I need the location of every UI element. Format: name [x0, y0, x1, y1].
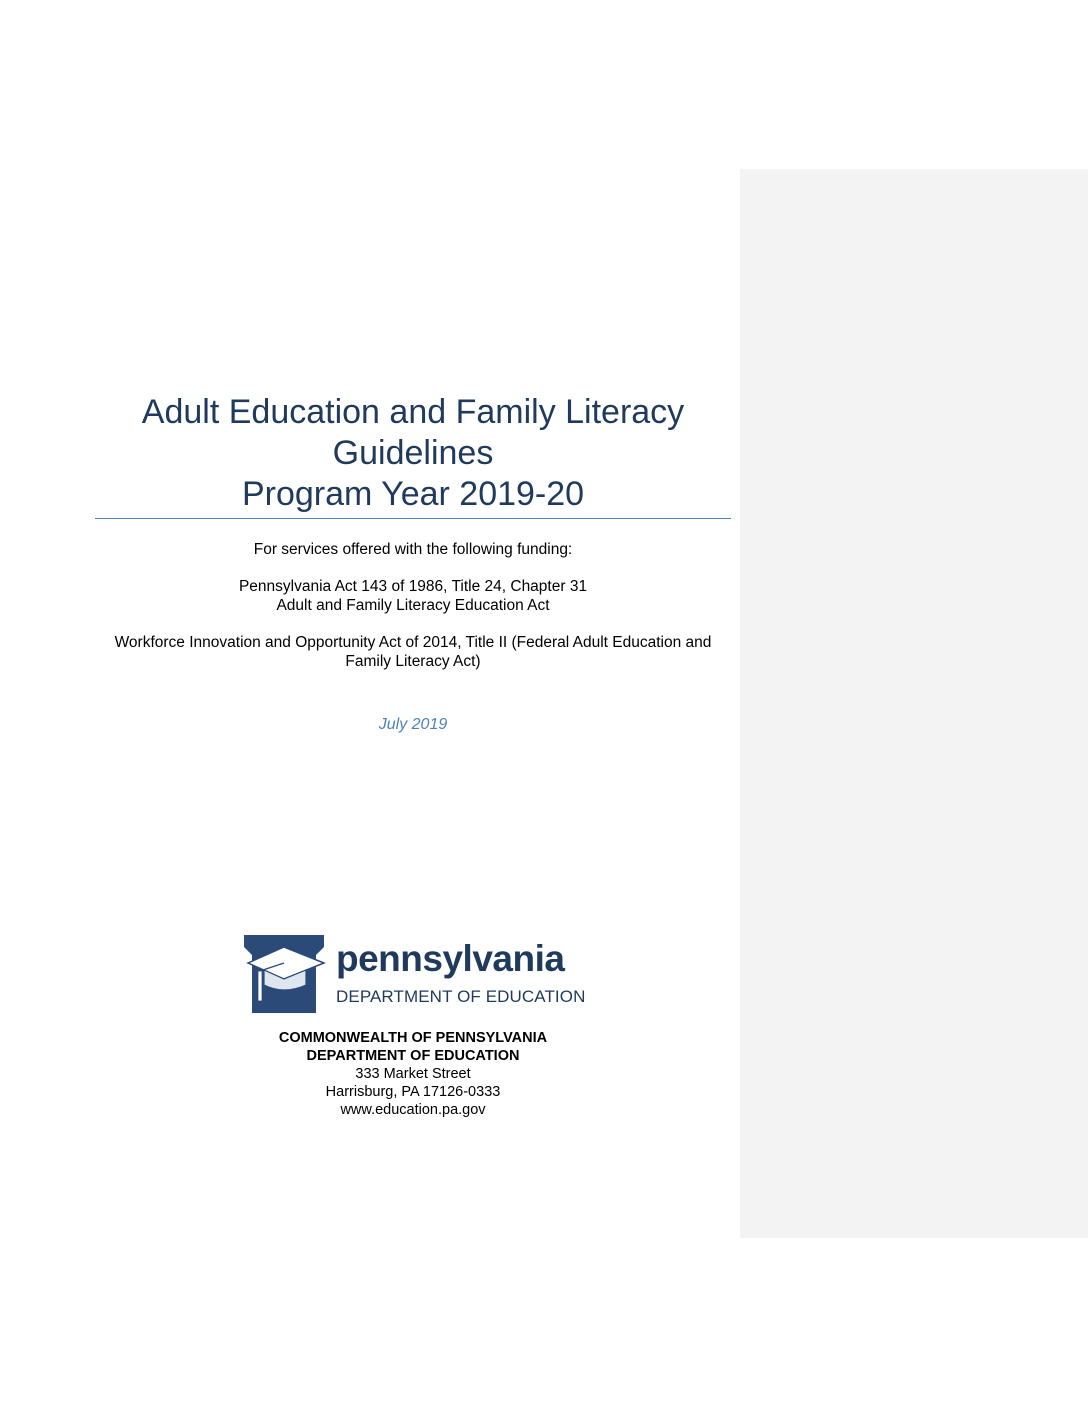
pa-department-of-education-logo — [240, 933, 590, 1015]
act-2-line-1: Workforce Innovation and Opportunity Act of 2014, Title II (Federal Adult Education and — [114, 634, 712, 651]
publication-date — [95, 715, 731, 734]
address-street: 333 Market Street — [355, 1066, 471, 1082]
funding-act-1 — [95, 577, 731, 615]
document-title — [95, 392, 731, 515]
address-org-1: COMMONWEALTH OF PENNSYLVANIA — [278, 1030, 548, 1046]
funding-intro — [95, 540, 731, 559]
address-city: Harrisburg, PA 17126-0333 — [325, 1084, 501, 1100]
logo-wordmark: pennsylvania — [336, 938, 565, 979]
logo-department: DEPARTMENT OF EDUCATION — [336, 987, 586, 1006]
address-org-2: DEPARTMENT OF EDUCATION — [306, 1048, 520, 1064]
title-line-2: Guidelines — [332, 434, 494, 472]
funding-act-2 — [95, 633, 731, 671]
date-text: July 2019 — [378, 716, 448, 733]
address-website: www.education.pa.gov — [340, 1102, 486, 1118]
act-1-line-1: Pennsylvania Act 143 of 1986, Title 24, Chapter 31 — [238, 578, 588, 595]
title-divider — [95, 518, 731, 519]
act-2-line-2: Family Literacy Act) — [345, 653, 481, 670]
title-line-1: Adult Education and Family Literacy — [141, 393, 685, 431]
title-line-3: Program Year 2019-20 — [241, 475, 585, 513]
address-block — [95, 1029, 731, 1119]
funding-intro-text: For services offered with the following funding: — [253, 541, 573, 558]
comment-pane — [740, 169, 1088, 1238]
act-1-line-2: Adult and Family Literacy Education Act — [276, 597, 550, 614]
keystone-graduation-cap-icon — [240, 933, 328, 1015]
